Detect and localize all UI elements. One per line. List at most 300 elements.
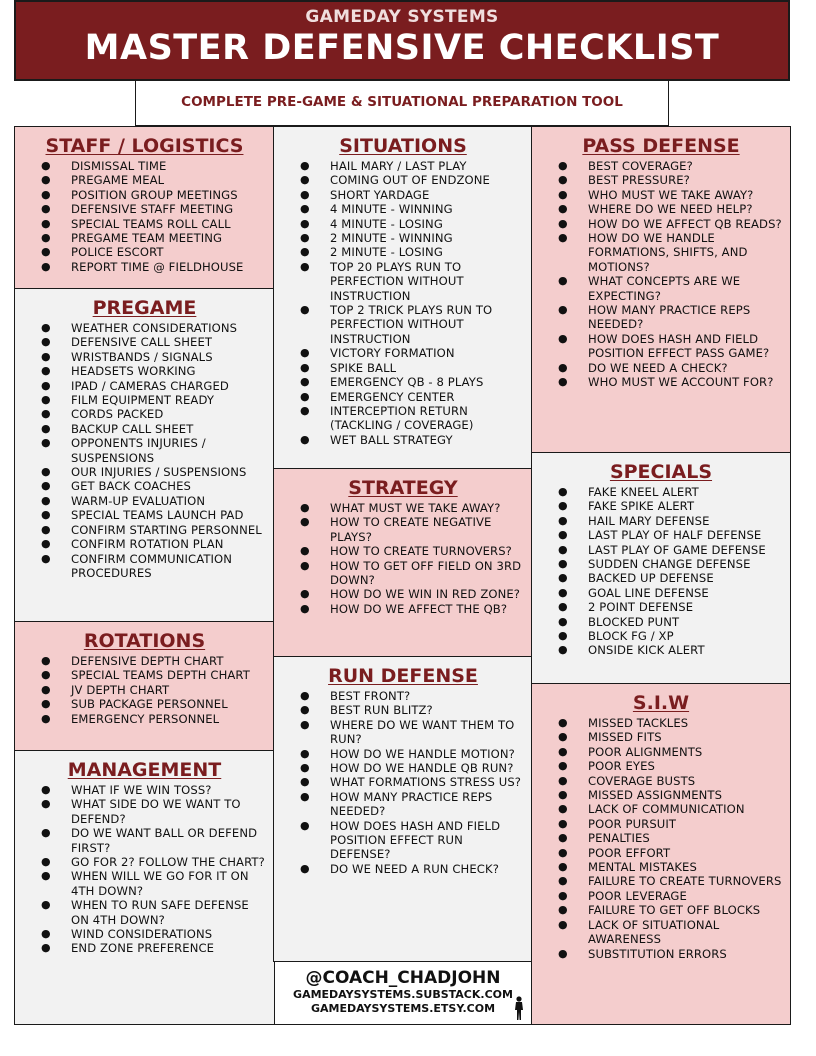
checklist-item-text: LACK OF COMMUNICATION [588,802,745,817]
checklist-item-text: LAST PLAY OF GAME DEFENSE [588,542,766,557]
checklist-item-text: SUB PACKAGE PERSONNEL [71,697,228,712]
brand-name: GAMEDAY SYSTEMS [305,7,499,27]
checklist-item [280,217,526,231]
bullet-icon: ● [41,378,51,392]
bullet-icon: ● [300,544,310,558]
section-pregame [14,288,275,623]
checklist-item [538,860,784,874]
checklist-item-text: HOW TO CREATE NEGATIVE PLAYS? [330,515,492,544]
bullet-icon: ● [300,432,310,446]
checklist-item [21,379,268,393]
section-management [14,750,275,1025]
checklist-item [538,615,784,629]
substack-link[interactable]: GAMEDAYSYSTEMS.SUBSTACK.COM [293,988,513,1001]
checklist-item-text: MISSED FITS [588,730,662,745]
checklist-item-text: MISSED TACKLES [588,716,689,730]
checklist-item [538,831,784,845]
checklist-item [280,718,526,747]
checklist-item [21,552,268,581]
bullet-icon: ● [558,802,568,816]
bullet-icon: ● [41,159,51,172]
bullet-icon: ● [558,629,568,643]
checklist-item [21,350,268,364]
checklist-item [280,361,526,375]
checklist-item [280,544,526,558]
checklist-item [538,947,784,961]
checklist-item-text: WHEN WILL WE GO FOR IT ON 4TH DOWN? [71,869,249,898]
checklist-item [21,393,268,407]
section-siw [531,683,791,1025]
checklist-item-text: WEATHER CONSIDERATIONS [71,321,238,335]
checklist [538,159,784,390]
bullet-icon: ● [558,513,568,527]
bullet-icon: ● [41,436,51,450]
bullet-icon: ● [300,689,310,702]
checklist-item [538,643,784,657]
bullet-icon: ● [41,927,51,941]
checklist-item-text: WHAT SIDE DO WE WANT TO DEFEND? [71,797,241,826]
checklist-item-text: MISSED ASSIGNMENTS [588,788,723,803]
bullet-icon: ● [41,797,51,811]
bullet-icon: ● [300,375,310,389]
checklist-item [538,375,784,389]
checklist-item [280,775,526,789]
checklist-item [21,231,268,245]
checklist-item-text: WHAT FORMATIONS STRESS US? [330,775,522,790]
checklist-item [280,202,526,216]
checklist-item-text: EMERGENCY PERSONNEL [71,711,220,726]
bullet-icon: ● [558,360,568,374]
bullet-icon: ● [300,515,310,529]
checklist-item-text: MENTAL MISTAKES [588,860,697,875]
checklist-item-text: POLICE ESCORT [71,245,164,260]
checklist-item [280,404,526,433]
bullet-icon: ● [558,816,568,830]
bullet-icon: ● [41,421,51,435]
bullet-icon: ● [558,375,568,389]
bullet-icon: ● [41,537,51,551]
checklist-item [538,361,784,375]
bullet-icon: ● [41,826,51,840]
section-title: RUN DEFENSE [328,665,478,687]
bullet-icon: ● [558,860,568,874]
bullet-icon: ● [41,855,51,869]
checklist-item-text: WHAT MUST WE TAKE AWAY? [330,501,501,515]
checklist-item [280,559,526,588]
checklist-item [280,375,526,389]
checklist-item-text: GET BACK COACHES [71,479,191,494]
checklist-item [538,332,784,361]
page-title: MASTER DEFENSIVE CHECKLIST [84,28,720,68]
bullet-icon: ● [558,585,568,599]
bullet-icon: ● [558,528,568,542]
section-specials [531,452,791,685]
bullet-icon: ● [558,571,568,585]
checklist-item-text: SHORT YARDAGE [330,187,430,202]
checklist-item [538,528,784,542]
checklist-item [21,797,268,826]
checklist-item [538,202,784,216]
bullet-icon: ● [558,159,568,172]
checklist-item-text: SPIKE BALL [330,360,397,375]
bullet-icon: ● [300,717,310,731]
bullet-icon: ● [41,465,51,479]
checklist-item-text: WHEN TO RUN SAFE DEFENSE ON 4TH DOWN? [71,898,249,927]
bullet-icon: ● [300,601,310,615]
bullet-icon: ● [300,259,310,273]
section-title: S.I.W [632,692,690,714]
bullet-icon: ● [41,231,51,245]
bullet-icon: ● [41,869,51,883]
checklist-item-text: GOAL LINE DEFENSE [588,585,709,600]
bullet-icon: ● [558,788,568,802]
bullet-icon: ● [300,216,310,230]
checklist-item [280,303,526,346]
bullet-icon: ● [41,522,51,536]
checklist-item [538,716,784,730]
checklist-item-text: POOR ALIGNMENTS [588,744,703,759]
checklist-item [280,501,526,515]
bullet-icon: ● [41,697,51,711]
checklist-item-text: DEFENSIVE STAFF MEETING [71,202,234,217]
checklist-item [280,390,526,404]
bullet-icon: ● [558,643,568,657]
checklist-item [538,918,784,947]
checklist [280,689,526,876]
section-title: PREGAME [92,297,197,319]
bullet-icon: ● [300,159,310,172]
section-title: STAFF / LOGISTICS [45,135,244,157]
bullet-icon: ● [300,761,310,775]
section-title: MANAGEMENT [67,759,222,781]
section-title: SPECIALS [609,461,713,483]
checklist-item [538,514,784,528]
checklist-item-text: POSITION GROUP MEETINGS [71,187,238,202]
checklist-item-text: HAIL MARY DEFENSE [588,513,710,528]
bullet-icon: ● [300,703,310,717]
checklist-item-text: HOW DO WE HANDLE QB RUN? [330,761,514,776]
checklist-item-text: REPORT TIME @ FIELDHOUSE [71,259,244,274]
checklist-item-text: HOW DO WE HANDLE MOTION? [330,746,515,761]
section-title: ROTATIONS [83,630,206,652]
checklist-item [21,898,268,927]
checklist-item [538,730,784,744]
bullet-icon: ● [558,499,568,513]
bullet-icon: ● [300,746,310,760]
checklist-item-text: TOP 2 TRICK PLAYS RUN TO PERFECTION WITHOUT INSTRUCTION [330,303,493,346]
bullet-icon: ● [300,231,310,245]
checklist [538,716,784,961]
checklist [280,501,526,616]
bullet-icon: ● [558,600,568,614]
checklist-item [280,761,526,775]
checklist [21,159,268,274]
checklist-item-text: EMERGENCY QB - 8 PLAYS [330,375,484,390]
coach-figure-icon [513,996,525,1020]
etsy-link[interactable]: GAMEDAYSYSTEMS.ETSY.COM [310,1002,496,1015]
checklist-item-text: WHERE DO WE NEED HELP? [588,202,753,217]
checklist-item-text: HOW TO GET OFF FIELD ON 3RD DOWN? [330,558,522,588]
checklist-item-text: SPECIAL TEAMS LAUNCH PAD [71,508,244,523]
section-situations [273,126,533,470]
checklist-item [21,494,268,508]
checklist-item [21,173,268,187]
checklist-item [21,422,268,436]
bullet-icon: ● [558,917,568,931]
checklist [21,321,268,580]
checklist-item [21,508,268,522]
checklist-item [21,523,268,537]
bullet-icon: ● [558,614,568,628]
checklist-item-text: WIND CONSIDERATIONS [71,927,213,942]
checklist-item [21,697,268,711]
checklist [21,654,268,726]
checklist-item-text: DO WE NEED A RUN CHECK? [330,861,499,876]
bullet-icon: ● [300,501,310,514]
checklist-item-text: HOW DO WE AFFECT QB READS? [588,216,782,231]
checklist-item-text: BEST PRESSURE? [588,173,690,188]
bullet-icon: ● [558,231,568,245]
bullet-icon: ● [558,773,568,787]
section-title: PASS DEFENSE [582,135,740,157]
checklist-item-text: CONFIRM COMMUNICATION PROCEDURES [71,551,233,580]
checklist-item-text: DEFENSIVE DEPTH CHART [71,654,224,668]
bullet-icon: ● [300,789,310,803]
checklist-item-text: SUBSTITUTION ERRORS [588,946,727,961]
bullet-icon: ● [558,485,568,498]
checklist-item-text: LACK OF SITUATIONAL AWARENESS [588,917,720,947]
checklist-item [21,335,268,349]
checklist-item [538,586,784,600]
checklist-item [21,941,268,955]
checklist-item-text: WHERE DO WE WANT THEM TO RUN? [330,717,515,747]
checklist-item-text: WHAT CONCEPTS ARE WE EXPECTING? [588,274,741,303]
checklist-item [538,759,784,773]
bullet-icon: ● [41,216,51,230]
checklist-item [280,819,526,862]
checklist-item [21,668,268,682]
checklist-item [21,245,268,259]
checklist-item-text: BLOCKED PUNT [588,614,680,629]
checklist-item [21,783,268,797]
bullet-icon: ● [558,730,568,744]
checklist-item [538,543,784,557]
checklist-item [21,869,268,898]
checklist-item-text: CONFIRM ROTATION PLAN [71,537,224,552]
checklist-item [538,571,784,585]
section-title: STRATEGY [348,477,458,499]
checklist-item-text: WET BALL STRATEGY [330,432,453,447]
checklist-item [280,159,526,173]
checklist-item-text: 2 MINUTE - LOSING [330,245,443,260]
checklist-item [538,874,784,888]
checklist-item-text: COVERAGE BUSTS [588,773,696,788]
checklist-item [280,515,526,544]
bullet-icon: ● [558,759,568,773]
bullet-icon: ● [300,360,310,374]
checklist-item-text: POOR EYES [588,759,655,774]
bullet-icon: ● [41,407,51,421]
checklist-item [21,712,268,726]
checklist-item [280,790,526,819]
checklist-item-text: HAIL MARY / LAST PLAY [330,159,467,173]
bullet-icon: ● [41,941,51,955]
checklist-item-text: BEST FRONT? [330,689,411,703]
checklist-item [21,826,268,855]
checklist-item [280,602,526,616]
checklist-item [21,537,268,551]
bullet-icon: ● [558,187,568,201]
bullet-icon: ● [300,587,310,601]
bullet-icon: ● [41,668,51,682]
checklist-item [21,217,268,231]
bullet-icon: ● [558,744,568,758]
checklist-item-text: CONFIRM STARTING PERSONNEL [71,522,262,537]
checklist-item-text: FILM EQUIPMENT READY [71,393,215,408]
bullet-icon: ● [300,403,310,417]
bullet-icon: ● [558,274,568,288]
bullet-icon: ● [41,335,51,349]
checklist-item [538,600,784,614]
checklist-item [280,260,526,303]
checklist-item [21,479,268,493]
checklist-item-text: FAKE KNEEL ALERT [588,485,699,499]
checklist-item-text: COMING OUT OF ENDZONE [330,173,490,188]
bullet-icon: ● [41,508,51,522]
bullet-icon: ● [41,493,51,507]
checklist-item [538,903,784,917]
checklist-item [21,683,268,697]
bullet-icon: ● [300,775,310,789]
checklist-item-text: ONSIDE KICK ALERT [588,643,705,658]
bullet-icon: ● [558,542,568,556]
section-run-defense [273,656,533,962]
header-banner [14,0,790,81]
checklist-item [21,364,268,378]
checklist-item-text: GO FOR 2? FOLLOW THE CHART? [71,855,265,870]
checklist-item [280,346,526,360]
bullet-icon: ● [41,551,51,565]
checklist-item [21,260,268,274]
checklist-item [280,231,526,245]
checklist-item-text: 4 MINUTE - LOSING [330,216,443,231]
bullet-icon: ● [41,364,51,378]
checklist-item-text: TOP 20 PLAYS RUN TO PERFECTION WITHOUT INSTRUCTION [330,259,464,303]
checklist-item-text: POOR LEVERAGE [588,888,687,903]
checklist-item [538,788,784,802]
checklist-item-text: WHAT IF WE WIN TOSS? [71,783,212,797]
bullet-icon: ● [300,389,310,403]
checklist [21,783,268,956]
checklist-item [538,173,784,187]
checklist-item-text: DO WE WANT BALL OR DEFEND FIRST? [71,826,258,855]
checklist-item [538,889,784,903]
checklist-item-text: WHO MUST WE ACCOUNT FOR? [588,375,774,390]
checklist-item-text: 2 POINT DEFENSE [588,600,694,615]
checklist [280,159,526,447]
checklist-item-text: DISMISSAL TIME [71,159,167,173]
bullet-icon: ● [300,187,310,201]
checklist-item [538,485,784,499]
checklist-item-text: POOR PURSUIT [588,816,677,831]
checklist-item-text: END ZONE PREFERENCE [71,941,215,956]
checklist-item-text: FAILURE TO GET OFF BLOCKS [588,903,761,918]
checklist-item-text: BACKED UP DEFENSE [588,571,714,586]
checklist-item [538,629,784,643]
checklist-item-text: HOW DOES HASH AND FIELD POSITION EFFECT RUN DEFENSE? [330,818,501,862]
bullet-icon: ● [558,888,568,902]
section-title: SITUATIONS [339,135,467,157]
bullet-icon: ● [558,173,568,187]
checklist-item [538,217,784,231]
checklist-item-text: WARM-UP EVALUATION [71,493,206,508]
bullet-icon: ● [558,716,568,729]
bullet-icon: ● [558,946,568,960]
checklist-item [21,927,268,941]
bullet-icon: ● [41,898,51,912]
checklist [538,485,784,658]
checklist-item [21,321,268,335]
checklist-item [538,557,784,571]
section-strategy [273,468,533,658]
bullet-icon: ● [41,783,51,796]
checklist-item-text: SPECIAL TEAMS ROLL CALL [71,216,231,231]
bullet-icon: ● [41,479,51,493]
bullet-icon: ● [558,331,568,345]
checklist-item-text: SPECIAL TEAMS DEPTH CHART [71,668,250,683]
checklist-item-text: HOW DOES HASH AND FIELD POSITION EFFECT PASS GAME? [588,331,770,361]
bullet-icon: ● [558,903,568,917]
checklist-item [280,433,526,447]
checklist-item [538,159,784,173]
checklist-item-text: HOW DO WE AFFECT THE QB? [330,601,508,616]
bullet-icon: ● [41,187,51,201]
bullet-icon: ● [558,202,568,216]
section-rotations [14,621,275,752]
checklist-item [21,407,268,421]
bullet-icon: ● [41,654,51,667]
bullet-icon: ● [41,711,51,725]
bullet-icon: ● [558,831,568,845]
checklist-item [21,855,268,869]
checklist-item-text: HEADSETS WORKING [71,364,196,379]
checklist-item [280,173,526,187]
checklist-item [280,245,526,259]
checklist-item-text: WHO MUST WE TAKE AWAY? [588,187,754,202]
section-staff-logistics [14,126,275,290]
checklist-item-text: PREGAME MEAL [71,173,165,188]
checklist-item-text: WRISTBANDS / SIGNALS [71,349,213,364]
checklist-item [538,499,784,513]
bullet-icon: ● [300,303,310,317]
bullet-icon: ● [558,303,568,317]
checklist-item [538,745,784,759]
bullet-icon: ● [300,346,310,360]
bullet-icon: ● [300,818,310,832]
checklist-item-text: INTERCEPTION RETURN (TACKLING / COVERAGE) [330,403,474,433]
checklist-item-text: DO WE NEED A CHECK? [588,360,728,375]
checklist-item [280,188,526,202]
bullet-icon: ● [41,245,51,259]
checklist-item-text: LAST PLAY OF HALF DEFENSE [588,528,762,543]
bullet-icon: ● [41,393,51,407]
bullet-icon: ● [41,173,51,187]
checklist-item-text: 4 MINUTE - WINNING [330,202,453,217]
checklist-item-text: PENALTIES [588,831,650,846]
checklist-item-text: VICTORY FORMATION [330,346,455,361]
checklist-item-text: HOW DO WE HANDLE FORMATIONS, SHIFTS, AND MOTIONS? [588,231,748,274]
checklist-item [538,188,784,202]
